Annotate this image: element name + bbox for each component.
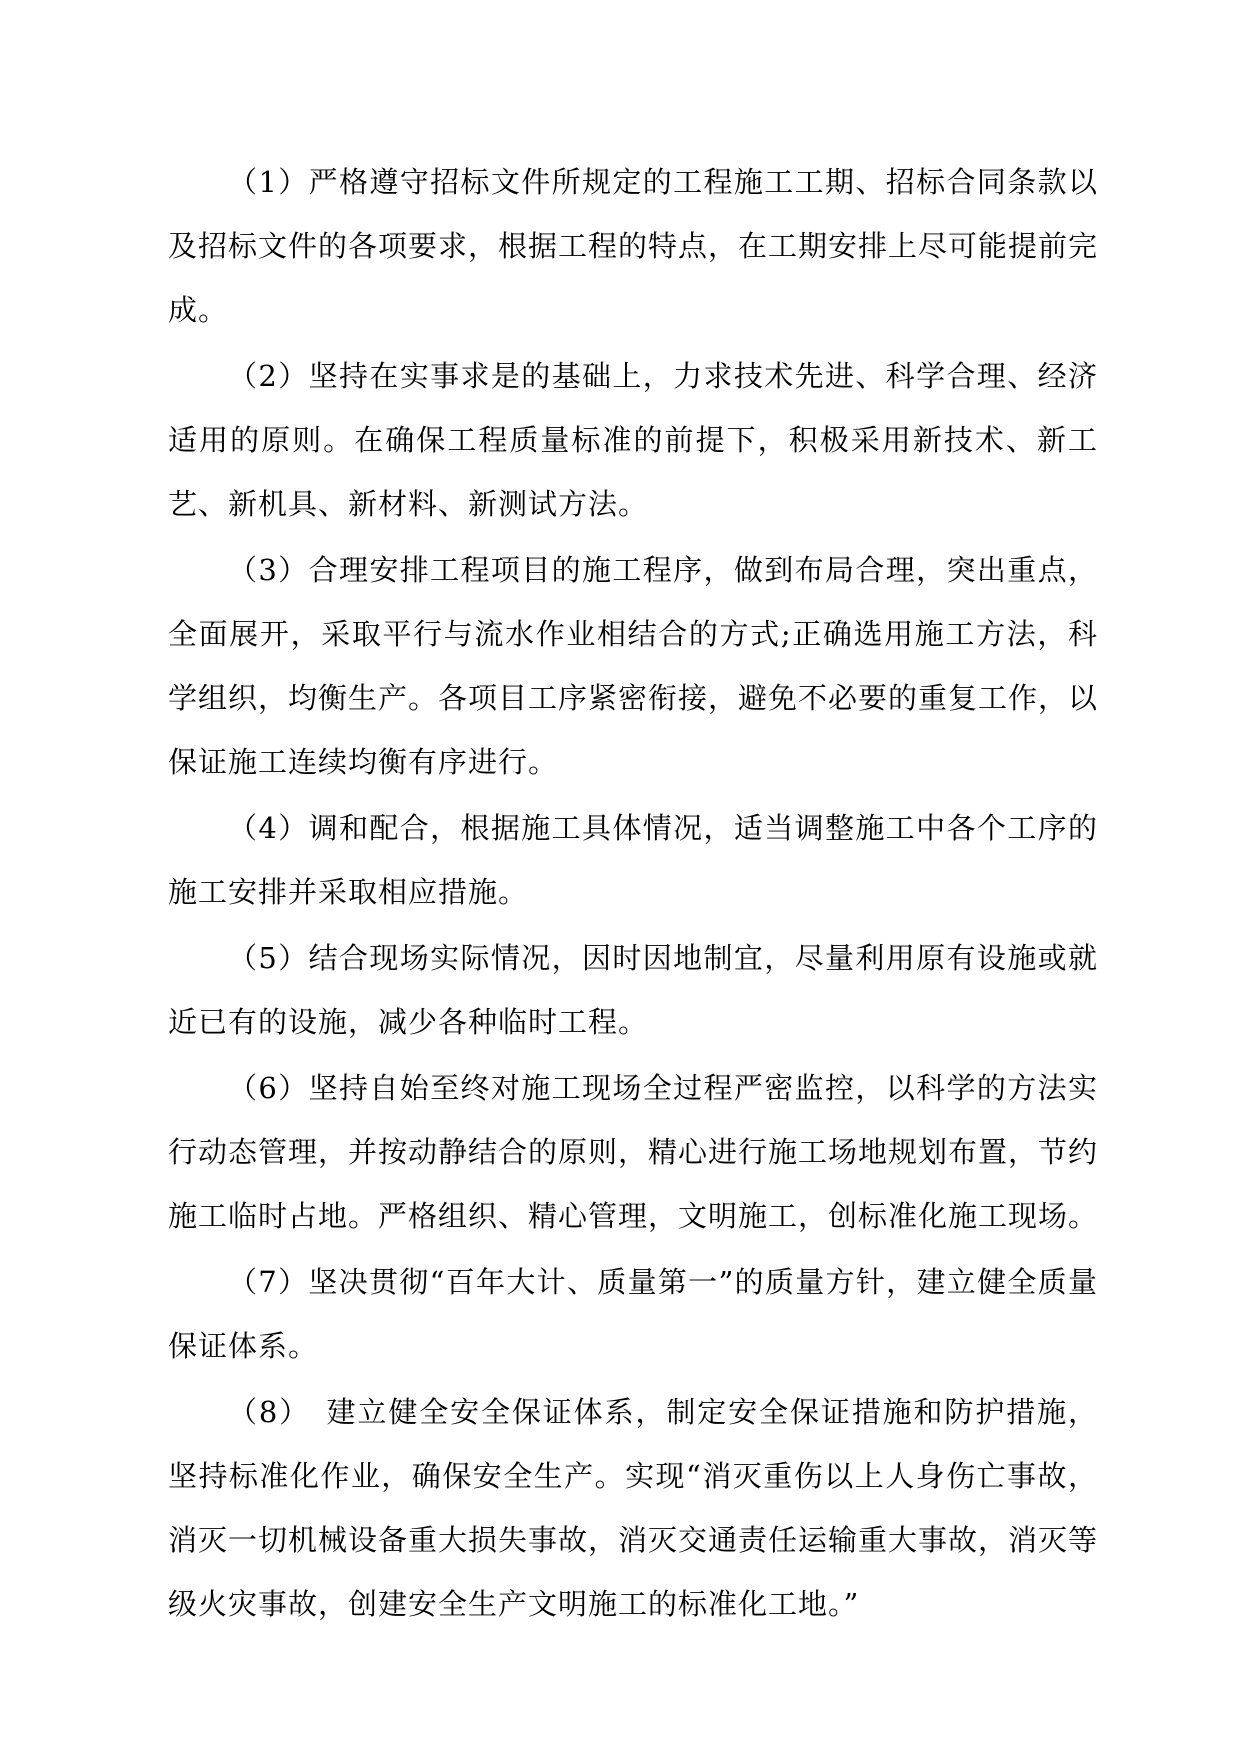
paragraph-2: （2）坚持在实事求是的基础上，力求技术先进、科学合理、经济适用的原则。在确保工程质量标准的前提下，积极采用新技术、新工艺、新机具、新材料、新测试方法。 bbox=[168, 359, 1098, 521]
document-body bbox=[168, 150, 1098, 1638]
paragraph-5: （5）结合现场实际情况，因时因地制宜，尽量利用原有设施或就近已有的设施，减少各种临时工程。 bbox=[168, 941, 1098, 1039]
paragraph-7: （7）坚决贯彻“百年大计、质量第一”的质量方针，建立健全质量保证体系。 bbox=[168, 1265, 1098, 1363]
paragraph-1: （1）严格遵守招标文件所规定的工程施工工期、招标合同条款以及招标文件的各项要求，根据工程的特点，在工期安排上尽可能提前完成。 bbox=[168, 165, 1099, 327]
paragraph-4: （4）调和配合，根据施工具体情况，适当调整施工中各个工序的施工安排并采取相应措施。 bbox=[168, 811, 1098, 909]
paragraph-3: （3）合理安排工程项目的施工程序，做到布局合理，突出重点，全面展开，采取平行与流水作业相结合的方式;正确选用施工方法，科学组织，均衡生产。各项目工序紧密衔接，避免不必要的重复工作，以保证施工连续均衡有序进行。 bbox=[168, 553, 1099, 779]
paragraph-6: （6）坚持自始至终对施工现场全过程严密监控，以科学的方法实行动态管理，并按动静结合的原则，精心进行施工场地规划布置，节约施工临时占地。严格组织、精心管理，文明施工，创标准化施工现场。 bbox=[168, 1071, 1099, 1233]
paragraph-8: （8） 建立健全安全保证体系，制定安全保证措施和防护措施，坚持标准化作业，确保安全生产。实现“消灭重伤以上人身伤亡事故，消灭一切机械设备重大损失事故，消灭交通责任运输重大事故，消灭等级火灾事故，创建安全生产文明施工的标准化工地。” bbox=[168, 1395, 1099, 1621]
